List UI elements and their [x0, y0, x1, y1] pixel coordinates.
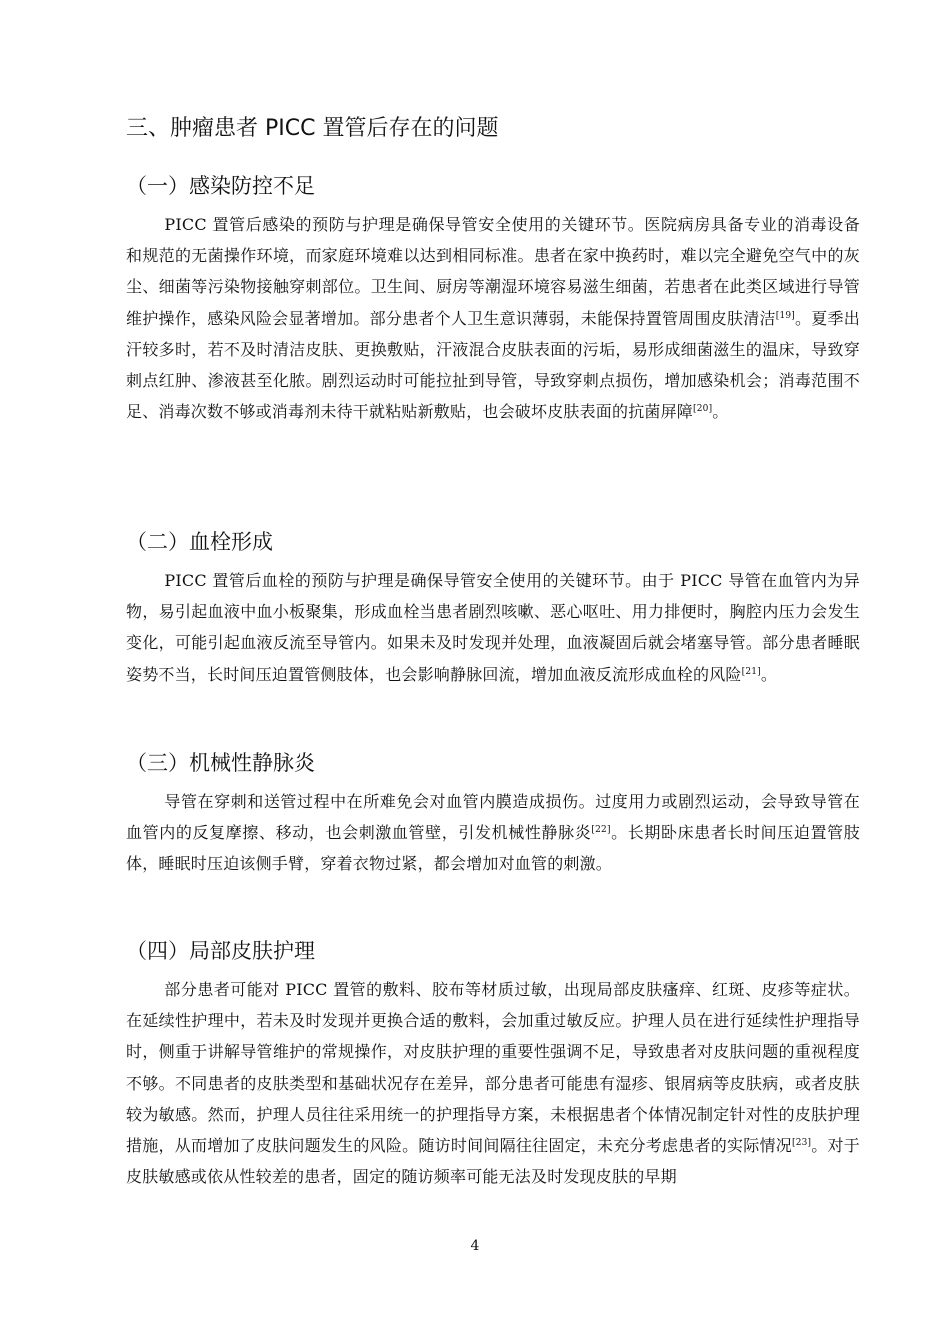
paragraph-infection: [126, 209, 860, 427]
paragraph-text: 部分患者可能对 PICC 置管的敷料、胶布等材质过敏，出现局部皮肤瘙痒、红斑、皮疹等症状。在延续性护理中，若未及时发现并更换合适的敷料，会加重过敏反应。护理人员在进行延续性护理指导时，侧重于讲解导管维护的常规操作，对皮肤护理的重要性强调不足，导致患者对皮肤问题的重视程度不够。不同患者的皮肤类型和基础状况存在差异，部分患者可能患有湿疹、银屑病等皮肤病，或者皮肤较为敏感。然而，护理人员往往采用统一的护理指导方案，未根据患者个体情况制定针对性的皮肤护理措施，从而增加了皮肤问题发生的风险。随访时间间隔往往固定，未充分考虑患者的实际情况: [126, 980, 860, 1156]
paragraph-text: 。夏季出汗较多时，若不及时清洁皮肤、更换敷贴，汗液混合皮肤表面的污垢，易形成细菌滋生的温床，导致穿刺点红肿、渗液甚至化脓。剧烈运动时可能拉扯到导管，导致穿刺点损伤，增加感染机会；消毒范围不足、消毒次数不够或消毒剂未待干就粘贴新敷贴，也会破坏皮肤表面的抗菌屏障: [126, 308, 860, 422]
page-number: 4: [470, 1238, 480, 1254]
paragraph-text: 。: [712, 402, 729, 422]
paragraph-text: PICC 置管后感染的预防与护理是确保导管安全使用的关键环节。医院病房具备专业的消毒设备和规范的无菌操作环境，而家庭环境难以达到相同标准。患者在家中换药时，难以完全避免空气中的灰尘、细菌等污染物接触穿刺部位。卫生间、厨房等潮湿环境容易滋生细菌，若患者在此类区域进行导管维护操作，感染风险会显著增加。部分患者个人卫生意识薄弱，未能保持置管周围皮肤清洁: [126, 215, 860, 328]
subsection-heading-infection: （一）感染防控不足: [126, 174, 315, 198]
subsection-heading-phlebitis: （三）机械性静脉炎: [126, 751, 315, 775]
paragraph-thrombosis: [126, 565, 860, 690]
subsection-heading-skin-care: （四）局部皮肤护理: [126, 939, 315, 963]
paragraph-text: 。: [760, 664, 778, 684]
citation-19: [19]: [775, 310, 796, 321]
subsection-heading-thrombosis: （二）血栓形成: [126, 530, 273, 554]
paragraph-text: PICC 置管后血栓的预防与护理是确保导管安全使用的关键环节。由于 PICC 导管在血管内为异物，易引起血液中血小板聚集，形成血栓当患者剧烈咳嗽、恶心呕吐、用力排便时，胸腔内压力会发生变化，可能引起血液反流至导管内。如果未及时发现并处理，血液凝固后就会堵塞导管。部分患者睡眠姿势不当，长时间压迫置管侧肢体，也会影响静脉回流，增加血液反流形成血栓的风险: [126, 571, 860, 684]
paragraph-text: 。长期卧床患者长时间压迫置管肢体，睡眠时压迫该侧手臂，穿着衣物过紧，都会增加对血管的刺激。: [126, 823, 860, 874]
citation-21: [21]: [741, 666, 761, 677]
section-title: 三、肿瘤患者 PICC 置管后存在的问题: [126, 116, 499, 141]
citation-23: [23]: [791, 1138, 812, 1149]
citation-22: [22]: [591, 825, 611, 836]
citation-20: [20]: [693, 404, 713, 415]
paragraph-text: 导管在穿刺和送管过程中在所难免会对血管内膜造成损伤。过度用力或剧烈运动，会导致导管在血管内的反复摩擦、移动，也会刺激血管壁，引发机械性静脉炎: [126, 792, 860, 843]
paragraph-phlebitis: [126, 786, 860, 880]
paragraph-text: 。对于皮肤敏感或依从性较差的患者，固定的随访频率可能无法及时发现皮肤的早期: [126, 1136, 860, 1187]
paragraph-skin-care: [126, 974, 860, 1192]
